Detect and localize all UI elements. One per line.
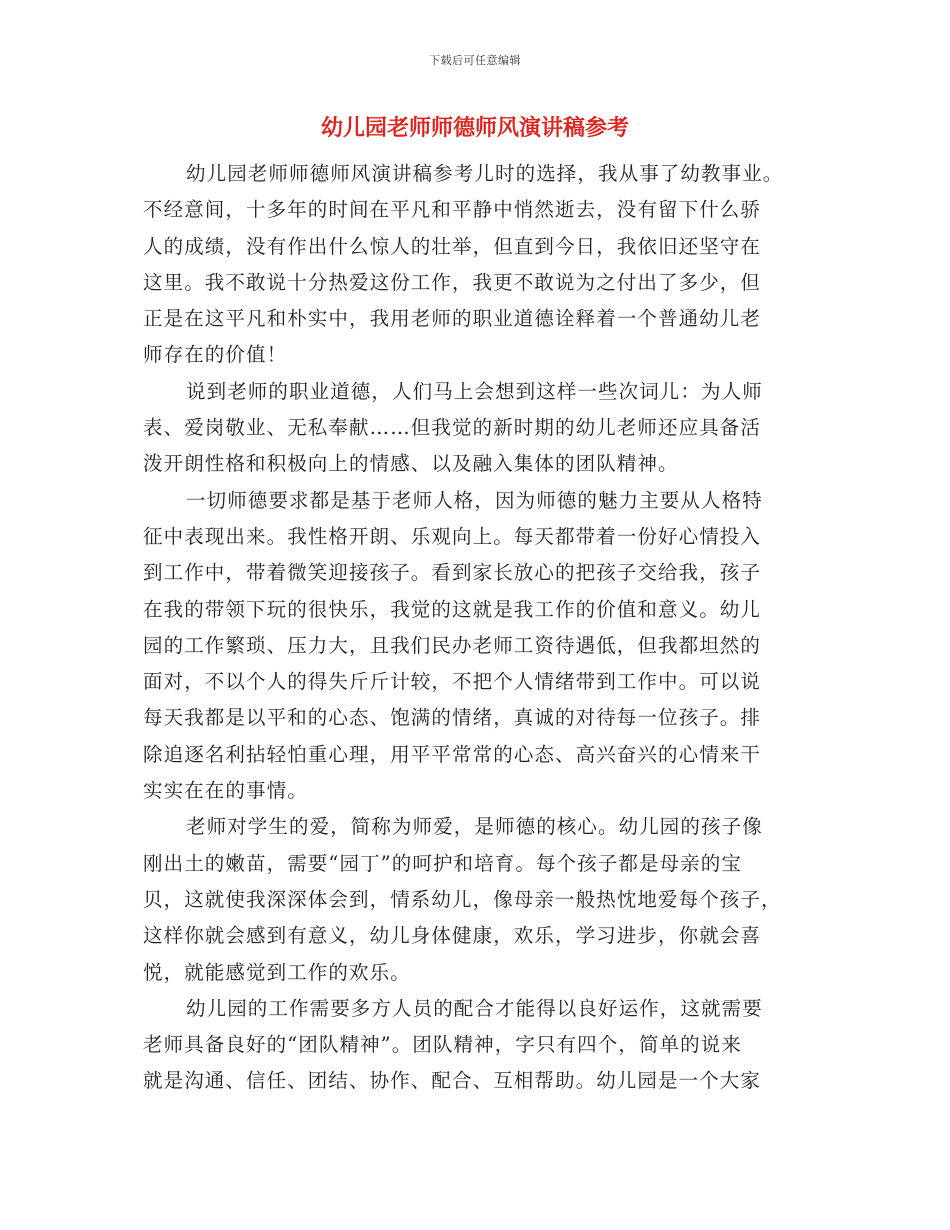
paragraph-line: 就是沟通、信任、团结、协作、配合、互相帮助。幼儿园是一个大家 — [143, 1069, 762, 1093]
document-body — [143, 156, 815, 1100]
paragraph-line: 幼儿园老师师德师风演讲稿参考儿时的选择，我从事了幼教事业。 — [186, 162, 784, 185]
paragraph-line: 这样你就会感到有意义，幼儿身体健康，欢乐，学习进步，你就会喜 — [143, 924, 762, 948]
paragraph-line: 泼开朗性格和积极向上的情感、以及融入集体的团队精神。 — [143, 452, 679, 476]
paragraph-line: 不经意间，十多年的时间在平凡和平静中悄然逝去，没有留下什么骄 — [143, 198, 762, 222]
paragraph-line: 每天我都是以平和的心态、饱满的情绪，真诚的对待每一位孩子。排 — [143, 706, 762, 730]
paragraph-line: 正是在这平凡和朴实中，我用老师的职业道德诠释着一个普通幼儿老 — [143, 307, 762, 331]
paragraph-line: 在我的带领下玩的很快乐，我觉的这就是我工作的价值和意义。幼儿 — [143, 597, 762, 621]
paragraph-line: 悦，就能感觉到工作的欢乐。 — [143, 960, 411, 984]
paragraph-line: 表、爱岗敬业、无私奉献……但我觉的新时期的幼儿老师还应具备活 — [143, 416, 762, 440]
paragraph-line: 师存在的价值！ — [143, 343, 288, 367]
header-note: 下载后可任意编辑 — [429, 54, 521, 67]
paragraph-line: 到工作中，带着微笑迎接孩子。看到家长放心的把孩子交给我，孩子 — [143, 561, 762, 585]
paragraph-line: 幼儿园的工作需要多方人员的配合才能得以良好运作，这就需要 — [186, 996, 763, 1020]
paragraph-line: 一切师德要求都是基于老师人格，因为师德的魅力主要从人格特 — [186, 488, 763, 512]
paragraph-line: 老师具备良好的“团队精神”。团队精神，字只有四个，简单的说来 — [143, 1033, 742, 1057]
paragraph-line: 除追逐名利拈轻怕重心理，用平平常常的心态、高兴奋兴的心情来干 — [143, 742, 762, 766]
paragraph-line: 刚出土的嫩苗，需要“园丁”的呵护和培育。每个孩子都是母亲的宝 — [143, 851, 742, 875]
paragraph-line: 人的成绩，没有作出什么惊人的壮举，但直到今日，我依旧还坚守在 — [143, 234, 762, 258]
document-title: 幼儿园老师师德师风演讲稿参考 — [320, 116, 629, 141]
paragraph-line: 面对，不以个人的得失斤斤计较，不把个人情绪带到工作中。可以说 — [143, 670, 762, 694]
paragraph-line: 老师对学生的爱，简称为师爱，是师德的核心。幼儿园的孩子像 — [186, 815, 763, 839]
paragraph-line: 征中表现出来。我性格开朗、乐观向上。每天都带着一份好心情投入 — [143, 524, 762, 548]
paragraph-line: 园的工作繁琐、压力大，且我们民办老师工资待遇低，但我都坦然的 — [143, 633, 762, 657]
paragraph-line: 贝，这就使我深深体会到，情系幼儿，像母亲一般热忱地爱每个孩子， — [143, 887, 782, 911]
paragraph-line: 这里。我不敢说十分热爱这份工作，我更不敢说为之付出了多少，但 — [143, 270, 762, 294]
paragraph-line: 实实在在的事情。 — [143, 779, 308, 803]
paragraph-line: 说到老师的职业道德，人们马上会想到这样一些次词儿：为人师 — [186, 379, 763, 403]
